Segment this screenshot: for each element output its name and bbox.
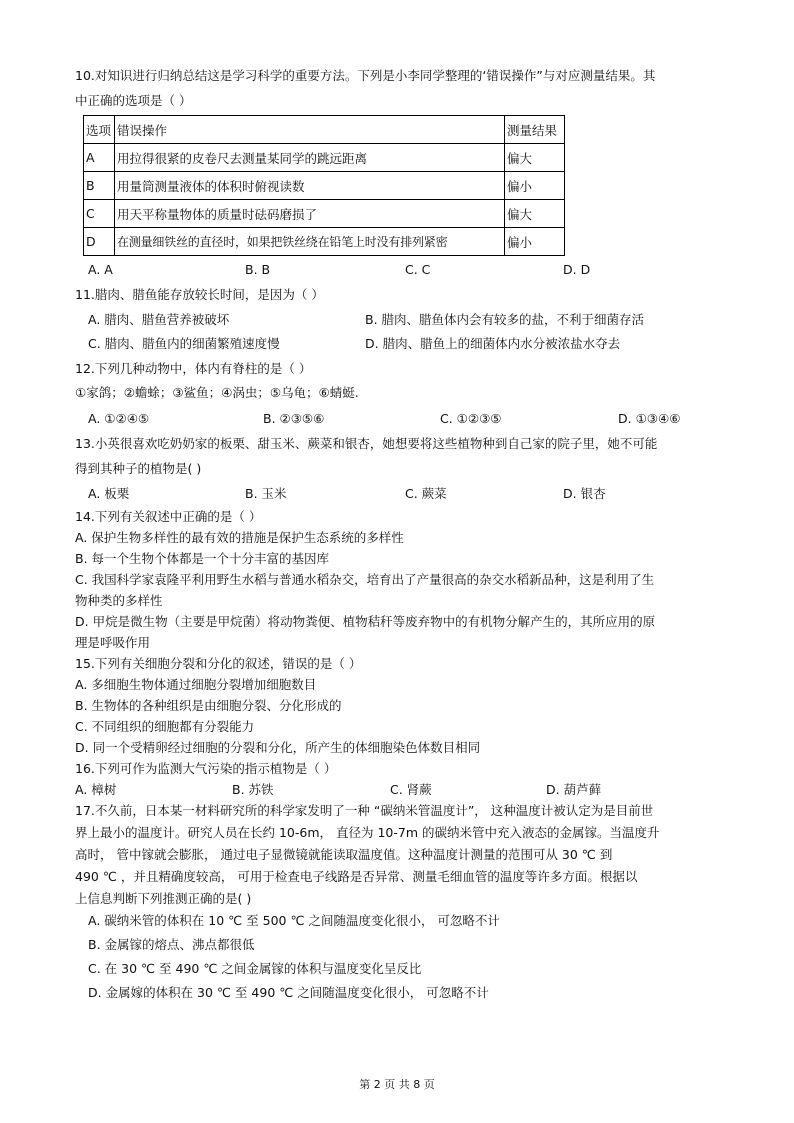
- table-cell: 在测量细铁丝的直径时，如果把铁丝绕在铅笔上时没有排列紧密: [115, 228, 505, 256]
- q11-option-c: C. 腊肉、腊鱼内的细菌繁殖速度慢: [88, 336, 280, 351]
- q14-option-b: B. 每一个生物个体都是一个十分丰富的基因库: [75, 551, 330, 566]
- q14-option-c-line2: 物种类的多样性: [75, 593, 163, 608]
- table-cell: C: [84, 200, 115, 228]
- q11-stem: 11.腊肉、腊鱼能存放较长时间，是因为（ ）: [75, 287, 324, 302]
- table-row: [84, 144, 565, 172]
- q10-option-a: A. A: [88, 262, 113, 277]
- table-cell: A: [84, 144, 115, 172]
- table-cell: B: [84, 172, 115, 200]
- table-header-cell: 错误操作: [115, 116, 505, 144]
- table-cell: 偏小: [505, 172, 565, 200]
- q12-option-c: C. ①②③⑤: [440, 411, 502, 426]
- q10-option-c: C. C: [405, 262, 431, 277]
- table-cell: 偏小: [505, 228, 565, 256]
- q12-items: ①家鸽；②蟾蜍；③鲨鱼；④涡虫；⑤乌龟；⑥蜻蜓.: [75, 385, 359, 400]
- q12-option-d: D. ①③④⑥: [618, 411, 681, 426]
- q15-option-d: D. 同一个受精卵经过细胞的分裂和分化，所产生的体细胞染色体数目相同: [75, 740, 481, 755]
- q15-option-a: A. 多细胞生物体通过细胞分裂增加细胞数目: [75, 677, 317, 692]
- table-cell: 用拉得很紧的皮卷尺去测量某同学的跳远距离: [115, 144, 505, 172]
- table-row: [84, 172, 565, 200]
- q13-stem-line1: 13.小英很喜欢吃奶奶家的板栗、甜玉米、蕨菜和银杏，她想要将这些植物种到自己家的院子里，她不可能: [75, 436, 658, 451]
- table-cell: D: [84, 228, 115, 256]
- q14-option-c-line1: C. 我国科学家袁隆平利用野生水稻与普通水稻杂交，培育出了产量很高的杂交水稻新品种，这是利用了生: [75, 572, 655, 587]
- q16-option-b: B. 苏铁: [232, 782, 274, 797]
- q10-option-d: D. D: [563, 262, 591, 277]
- table-row: [84, 200, 565, 228]
- q17-stem-line2: 界上最小的温度计。研究人员在长约 10-6m， 直径为 10-7m 的碳纳米管中充入液态的金属镓。当温度升: [75, 825, 660, 840]
- q11-option-d: D. 腊肉、腊鱼上的细菌体内水分被浓盐水夺去: [365, 336, 621, 351]
- table-header-cell: 选项: [84, 116, 115, 144]
- table-cell: 用量筒测量液体的体积时俯视读数: [115, 172, 505, 200]
- q16-stem: 16.下列可作为监测大气污染的指示植物是（ ）: [75, 761, 337, 776]
- table-header-cell: 测量结果: [505, 116, 565, 144]
- q12-option-a: A. ①②④⑤: [88, 411, 150, 426]
- q14-option-d-line1: D. 甲烷是微生物（主要是甲烷菌）将动物粪便、植物秸秆等废弃物中的有机物分解产生的，其所应用的原: [75, 614, 656, 629]
- q10-option-b: B. B: [245, 262, 271, 277]
- q16-option-c: C. 肾蕨: [390, 782, 432, 797]
- q10-table: [83, 115, 565, 256]
- q12-stem: 12.下列几种动物中，体内有脊柱的是（ ）: [75, 361, 312, 376]
- q13-option-a: A. 板栗: [88, 486, 130, 501]
- q17-stem-line4: 490 ℃ ，并且精确度较高， 可用于检查电子线路是否异常、测量毛细血管的温度等许多方面。根据以: [75, 869, 638, 884]
- q13-stem-line2: 得到其种子的植物是( ): [75, 461, 202, 476]
- q15-option-b: B. 生物体的各种组织是由细胞分裂、分化形成的: [75, 698, 342, 713]
- q10-stem-line1: 10.对知识进行归纳总结这是学习科学的重要方法。下列是小李同学整理的‘错误操作”与对应测量结果。其: [75, 68, 656, 83]
- q17-option-b: B. 金属镓的熔点、沸点都很低: [88, 937, 255, 952]
- q15-stem: 15.下列有关细胞分裂和分化的叙述，错误的是（ ）: [75, 656, 362, 671]
- table-header-row: [84, 116, 565, 144]
- table-cell: 偏大: [505, 144, 565, 172]
- q17-option-d: D. 金属嫁的体积在 30 ℃ 至 490 ℃ 之间随温度变化很小， 可忽略不计: [88, 985, 489, 1000]
- page-number: 第 2 页 共 8 页: [359, 1078, 435, 1091]
- q17-stem-line3: 高时， 管中镓就会膨胀， 通过电子显微镜就能读取温度值。这种温度计测量的范围可从 30 ℃ 到: [75, 847, 613, 862]
- q13-option-b: B. 玉米: [245, 486, 287, 501]
- q13-option-c: C. 蕨菜: [405, 486, 447, 501]
- q17-stem-line1: 17.不久前，日本某一材料研究所的科学家发明了一种 “碳纳米管温度计”， 这种温度计被认定为是目前世: [75, 803, 654, 818]
- table-cell: 偏大: [505, 200, 565, 228]
- q13-option-d: D. 银杏: [563, 486, 606, 501]
- q17-option-c: C. 在 30 ℃ 至 490 ℃ 之间金属镓的体积与温度变化呈反比: [88, 961, 422, 976]
- q17-option-a: A. 碳纳米管的体积在 10 ℃ 至 500 ℃ 之间随温度变化很小， 可忽略不计: [88, 913, 500, 928]
- q17-stem-line5: 上信息判断下列推测正确的是( ): [75, 891, 252, 906]
- q16-option-a: A. 樟树: [75, 782, 117, 797]
- table-cell: 用天平称量物体的质量时砝码磨损了: [115, 200, 505, 228]
- q16-option-d: D. 葫芦藓: [546, 782, 602, 797]
- q11-option-b: B. 腊肉、腊鱼体内会有较多的盐，不利于细菌存活: [365, 312, 645, 327]
- q14-stem: 14.下列有关叙述中正确的是（ ）: [75, 509, 262, 524]
- q11-option-a: A. 腊肉、腊鱼营养被破坏: [88, 312, 230, 327]
- q10-stem-line2: 中正确的选项是（ ）: [75, 93, 192, 108]
- table-row: [84, 228, 565, 256]
- q14-option-a: A. 保护生物多样性的最有效的措施是保护生态系统的多样性: [75, 530, 404, 545]
- q14-option-d-line2: 理是呼吸作用: [75, 635, 151, 650]
- q15-option-c: C. 不同组织的细胞都有分裂能力: [75, 719, 255, 734]
- q12-option-b: B. ②③⑤⑥: [263, 411, 325, 426]
